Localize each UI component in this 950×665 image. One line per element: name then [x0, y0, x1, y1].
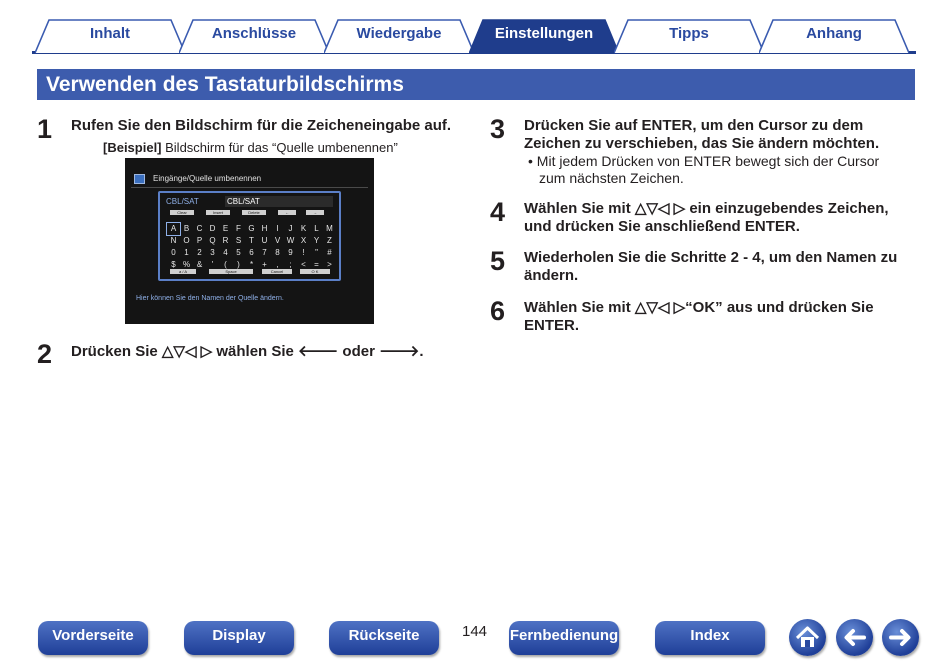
- forward-button[interactable]: [882, 619, 919, 656]
- char-key: A: [167, 223, 180, 235]
- page-title-bar: [37, 69, 915, 100]
- char-key: #: [327, 248, 332, 257]
- step-text: Rufen Sie den Bildschirm für die Zeicheneingabe auf.: [71, 117, 452, 134]
- char-row: [167, 242, 337, 257]
- cancel-key: Cancel: [262, 269, 292, 274]
- osd-help-text: Hier können Sie den Namen der Quelle ändern.: [136, 295, 284, 302]
- char-key: ': [211, 260, 214, 269]
- char-key: V: [274, 236, 281, 245]
- top-tab-bar: [32, 16, 916, 54]
- step-number: 3: [490, 114, 506, 144]
- char-key: P: [196, 236, 203, 245]
- char-key: ": [315, 248, 318, 257]
- char-key: $: [171, 260, 176, 269]
- ok-key: O K: [300, 269, 330, 274]
- page-number: 144: [462, 623, 488, 640]
- char-key: O: [183, 236, 190, 245]
- step-line: Zeichen zu verschieben, das Sie ändern möchten.: [524, 135, 880, 152]
- remote-control-button[interactable]: Fernbedienung: [509, 621, 619, 655]
- step-text: [524, 117, 879, 153]
- char-key: (: [224, 260, 227, 269]
- back-button[interactable]: [836, 619, 873, 656]
- char-key: %: [182, 260, 191, 269]
- char-key: X: [300, 236, 307, 245]
- char-key: +: [262, 260, 267, 269]
- char-row: [167, 254, 337, 269]
- char-key: =: [314, 260, 319, 269]
- char-key: ;: [289, 260, 292, 269]
- front-panel-button[interactable]: Vorderseite: [38, 621, 148, 655]
- char-key: Z: [327, 236, 332, 245]
- tab-inhalt[interactable]: [35, 18, 185, 52]
- clear-key: Clear: [170, 210, 194, 215]
- source-label: CBL/SAT: [166, 197, 199, 206]
- delete-key: Delete: [242, 210, 266, 215]
- step-line: Wiederholen Sie die Schritte 2 - 4, um den Namen zu: [524, 249, 898, 266]
- bottom-keys: [170, 269, 332, 275]
- home-button[interactable]: [789, 619, 826, 656]
- step-text: [524, 299, 874, 335]
- home-icon: [789, 619, 826, 656]
- char-key: M: [326, 224, 333, 233]
- char-key: E: [222, 224, 229, 233]
- char-key: L: [314, 224, 319, 233]
- note-text: Mit jedem Drücken von ENTER bewegt sich der Cursor: [536, 153, 880, 169]
- osd-header: Eingänge/Quelle umbenennen: [153, 174, 262, 183]
- keyboard-screen-image: [125, 158, 374, 324]
- index-button[interactable]: Index: [655, 621, 765, 655]
- cursor-left-key: ←: [278, 210, 296, 215]
- step-number: 5: [490, 246, 506, 276]
- example-text: Bildschirm für das “Quelle umbenennen”: [161, 140, 398, 155]
- tab-label: Wiedergabe: [356, 25, 442, 42]
- step-text: Drücken Sie △▽◁ ▷ wählen Sie 🡐 oder 🡒.: [71, 343, 424, 360]
- step-line: und drücken Sie anschließend ENTER.: [524, 218, 800, 235]
- tab-anhang[interactable]: [759, 18, 909, 52]
- step-number: 6: [490, 296, 506, 326]
- case-key: a / A: [170, 269, 196, 274]
- step-text: [524, 249, 897, 285]
- char-key: 3: [210, 248, 215, 257]
- note-line: [528, 153, 879, 170]
- example-caption: [103, 139, 398, 156]
- step-line: Drücken Sie auf ENTER, um den Cursor zu dem: [524, 117, 864, 134]
- char-key: W: [286, 236, 295, 245]
- step-text: [524, 200, 889, 236]
- char-key: S: [235, 236, 242, 245]
- char-key: Q: [209, 236, 216, 245]
- step-number: 4: [490, 197, 506, 227]
- char-key: ,: [276, 260, 279, 269]
- char-key: >: [327, 260, 332, 269]
- char-key: R: [222, 236, 229, 245]
- source-name-field: CBL/SAT: [225, 196, 333, 207]
- tab-tipps[interactable]: [614, 18, 764, 52]
- char-key: I: [276, 224, 279, 233]
- char-key: B: [183, 224, 190, 233]
- char-key: 8: [275, 248, 280, 257]
- step-line: ENTER.: [524, 317, 580, 334]
- divider: [131, 187, 368, 188]
- bullet: •: [528, 153, 533, 169]
- char-key: J: [288, 224, 293, 233]
- step-number: 2: [37, 339, 53, 369]
- char-key: D: [209, 224, 216, 233]
- step-number: 1: [37, 114, 53, 144]
- char-row: [167, 230, 337, 245]
- char-key: <: [301, 260, 306, 269]
- char-key: 2: [197, 248, 202, 257]
- char-key: 6: [249, 248, 254, 257]
- char-row: [167, 218, 337, 233]
- char-key: 5: [236, 248, 241, 257]
- input-icon: [134, 174, 145, 184]
- step-note: [528, 153, 879, 187]
- char-key: K: [300, 224, 307, 233]
- back-arrow-icon: [836, 619, 873, 656]
- tab-label: Anschlüsse: [211, 25, 297, 42]
- tab-anschluesse[interactable]: [179, 18, 329, 52]
- display-button[interactable]: Display: [184, 621, 294, 655]
- char-key: F: [236, 224, 241, 233]
- step-line: Wählen Sie mit △▽◁ ▷“OK” aus und drücken Sie: [524, 299, 874, 316]
- function-buttons: [170, 210, 332, 216]
- char-key: N: [170, 236, 177, 245]
- char-key: C: [196, 224, 203, 233]
- char-key: ): [237, 260, 240, 269]
- character-grid: [167, 218, 337, 269]
- char-key: U: [261, 236, 268, 245]
- tab-label: Einstellungen: [494, 25, 594, 42]
- tab-label: Anhang: [806, 25, 862, 42]
- char-key: 9: [288, 248, 293, 257]
- char-key: G: [248, 224, 255, 233]
- char-key: T: [249, 236, 254, 245]
- char-key: &: [196, 260, 203, 269]
- forward-arrow-icon: [882, 619, 919, 656]
- cursor-right-key: →: [306, 210, 324, 215]
- tab-einstellungen[interactable]: [469, 18, 619, 52]
- char-key: Y: [313, 236, 320, 245]
- char-key: 1: [184, 248, 189, 257]
- tab-label: Inhalt: [90, 25, 130, 42]
- char-key: 0: [171, 248, 176, 257]
- char-key: !: [302, 248, 305, 257]
- insert-key: Insert: [206, 210, 230, 215]
- char-key: *: [249, 260, 254, 269]
- example-tag: [Beispiel]: [103, 140, 162, 155]
- rear-panel-button[interactable]: Rückseite: [329, 621, 439, 655]
- char-key: 4: [223, 248, 228, 257]
- page-title: Verwenden des Tastaturbildschirms: [46, 73, 404, 96]
- tab-wiedergabe[interactable]: [324, 18, 474, 52]
- step-line: Wählen Sie mit △▽◁ ▷ ein einzugebendes Zeichen,: [524, 200, 889, 217]
- step-line: ändern.: [524, 267, 579, 284]
- note-text: zum nächsten Zeichen.: [539, 170, 684, 186]
- space-key: Space: [209, 269, 253, 274]
- char-key: 7: [262, 248, 267, 257]
- tab-label: Tipps: [669, 25, 709, 42]
- char-key: H: [261, 224, 268, 233]
